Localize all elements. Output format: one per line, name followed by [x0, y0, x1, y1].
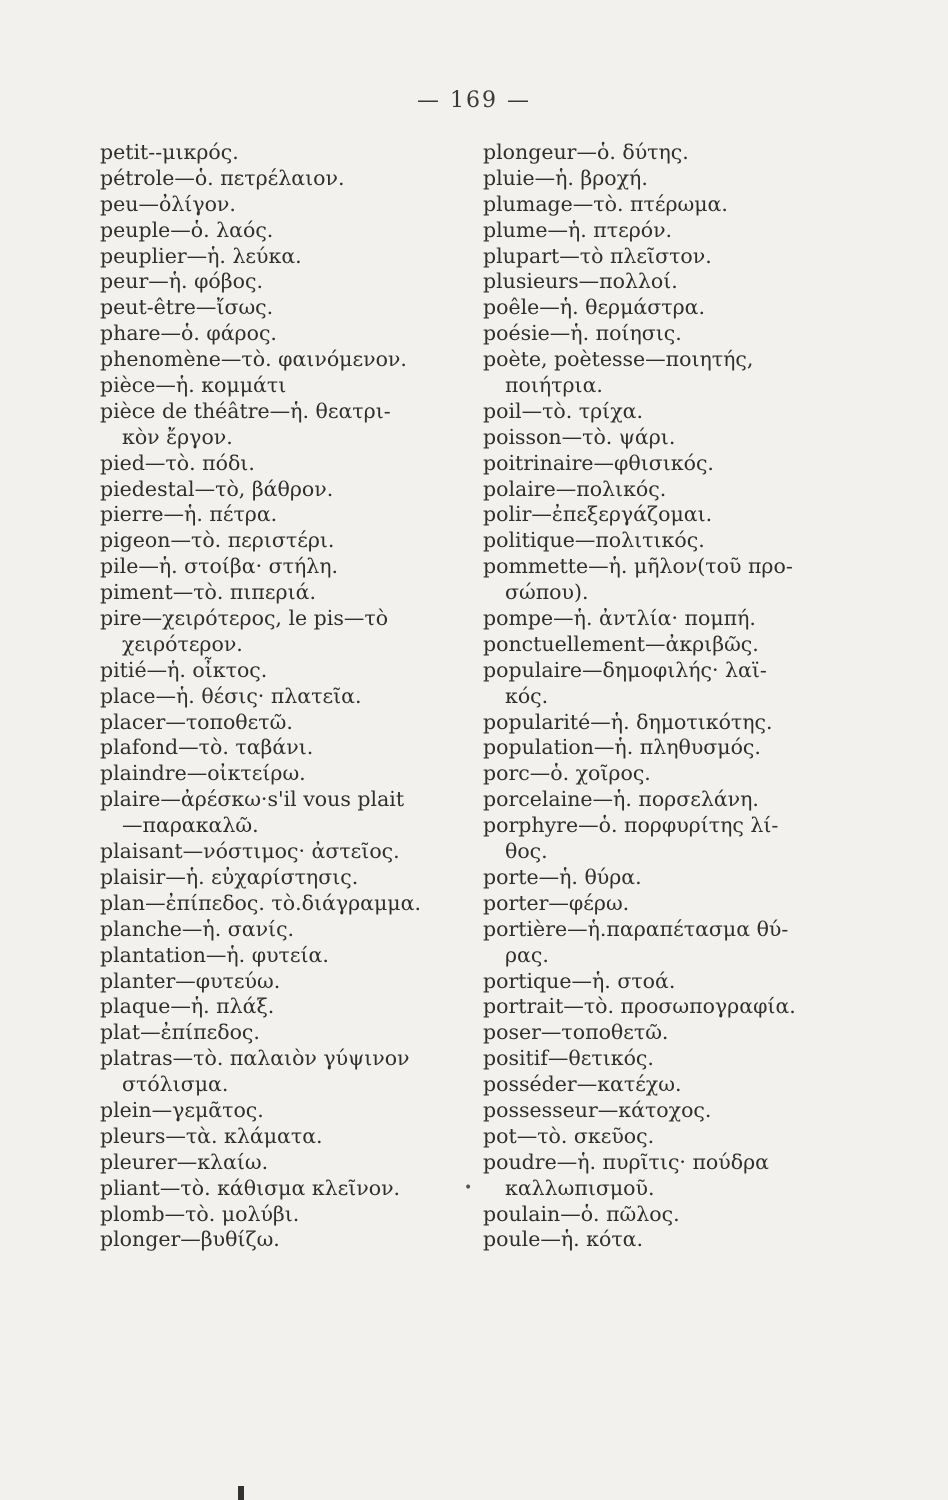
dictionary-entry-line: polir—ἐπεξεργάζομαι.	[483, 502, 713, 527]
dictionary-entry-line: porte—ἡ. θύρα.	[483, 864, 642, 889]
dictionary-entry-line: peut-être—ἴσως.	[100, 295, 274, 320]
dictionary-entry-line: phare—ὁ. φάρος.	[100, 321, 277, 346]
dictionary-entry-line: poésie—ἡ. ποίησις.	[483, 321, 682, 346]
dictionary-entry-line: plaindre—οἰκτείρω.	[100, 761, 306, 786]
dictionary-entry-line: portrait—τὸ. προσωπογραφία.	[483, 994, 796, 1019]
dictionary-entry-line: poule—ἡ. κότα.	[483, 1227, 644, 1252]
dictionary-entry-line: planter—φυτεύω.	[100, 968, 281, 993]
dictionary-entry-line: poudre—ἡ. πυρῖτις· πούδρα	[483, 1149, 769, 1174]
dictionary-entry-line: pluie—ἡ. βροχή.	[483, 165, 648, 190]
dictionary-entry-line: porphyre—ὁ. πορφυρίτης λί-	[483, 813, 779, 838]
dictionary-entry-line: pleurs—τὰ. κλάματα.	[100, 1123, 323, 1148]
dictionary-entry-line: κός.	[505, 683, 549, 708]
dictionary-entry-line: poète, poètesse—ποιητής,	[483, 347, 754, 372]
dictionary-entry-line: plantation—ἡ. φυτεία.	[100, 942, 329, 967]
dictionary-entry-line: petit--μικρός.	[100, 140, 239, 164]
dictionary-entry-line: porter—φέρω.	[483, 890, 630, 915]
dictionary-entry-line: plafond—τὸ. ταβάνι.	[100, 735, 314, 760]
dictionary-entry-line: phenomène—τὸ. φαινόμενον.	[100, 347, 407, 372]
dictionary-entry-line: plaque—ἡ. πλάξ.	[100, 994, 275, 1019]
dictionary-entry-line: porc—ὁ. χοῖρος.	[483, 761, 651, 786]
dictionary-entry-line: possesseur—κάτοχος.	[483, 1097, 712, 1122]
dictionary-entry-line: plaisir—ἡ. εὐχαρίστησις.	[100, 864, 359, 889]
dictionary-entry-line: pigeon—τὸ. περιστέρι.	[100, 528, 335, 553]
dictionary-entry-line: positif—θετικός.	[483, 1046, 654, 1071]
dictionary-entry-line: peu—ὀλίγον.	[100, 191, 236, 216]
dictionary-entry-line: poêle—ἡ. θερμάστρα.	[483, 295, 706, 320]
dictionary-entry-line: pot—τὸ. σκεῦος.	[483, 1123, 655, 1148]
dictionary-entry-line: plat—ἐπίπεδος.	[100, 1020, 260, 1045]
dictionary-entry-line: peur—ἡ. φόβος.	[100, 269, 263, 294]
dictionary-entry-line: portière—ἡ.παραπέτασμα θύ-	[483, 916, 789, 941]
dictionary-entry-line: στόλισμα.	[122, 1072, 229, 1097]
dictionary-entry-line: populaire—δημοφιλής· λαϊ-	[483, 657, 767, 682]
dictionary-entry-line: σώπου).	[505, 580, 589, 605]
dictionary-entry-line: κὸν ἔργον.	[122, 424, 233, 449]
dictionary-entry-line: poser—τοποθετῶ.	[483, 1020, 669, 1045]
dictionary-entry-line: piment—τὸ. πιπεριά.	[100, 580, 316, 605]
dictionary-entry-line: plupart—τὸ πλεῖστον.	[483, 243, 712, 268]
left-column	[100, 140, 430, 1253]
dictionary-entry-line: pompe—ἡ. ἀντλία· πομπή.	[483, 606, 756, 631]
dictionary-entry-line: pièce de théâtre—ἡ. θεατρι-	[100, 398, 391, 423]
dictionary-entry-line: peuplier—ἡ. λεύκα.	[100, 243, 302, 268]
dictionary-entry-line: plomb—τὸ. μολύβι.	[100, 1201, 300, 1226]
dictionary-entry-line: portique—ἡ. στοά.	[483, 968, 676, 993]
dictionary-entry-line: pétrole—ὁ. πετρέλαιον.	[100, 165, 345, 190]
dictionary-entry-line: pied—τὸ. πόδι.	[100, 450, 255, 475]
dictionary-entry-line: ponctuellement—ἀκριβῶς.	[483, 631, 759, 656]
dictionary-entry-line: plongeur—ὁ. δύτης.	[483, 140, 689, 164]
dictionary-entry-line: plan—ἐπίπεδος. τὸ.διάγραμμα.	[100, 890, 421, 915]
dictionary-entry-line: poil—τὸ. τρίχα.	[483, 398, 644, 423]
dictionary-entry-line: population—ἡ. πληθυσμός.	[483, 735, 761, 760]
dictionary-entry-line: pile—ἡ. στοίβα· στήλη.	[100, 554, 339, 579]
dictionary-entry-line: plusieurs—πολλοί.	[483, 269, 678, 294]
dictionary-entry-line: peuple—ὁ. λαός.	[100, 217, 274, 242]
dictionary-entry-line: pliant—τὸ. κάθισμα κλεῖνον.	[100, 1175, 401, 1200]
dictionary-entry-line: ρας.	[505, 942, 549, 967]
dictionary-entry-line: placer—τοποθετῶ.	[100, 709, 293, 734]
dictionary-entry-line: χειρότερον.	[122, 631, 243, 656]
bullet-mark: •	[464, 1180, 473, 1196]
dictionary-entry-line: plonger—βυθίζω.	[100, 1227, 280, 1252]
dictionary-entry-line: pire—χειρότερος, le pis—τὸ	[100, 606, 389, 631]
dictionary-entry-line: piedestal—τὸ, βάθρον.	[100, 476, 334, 501]
dictionary-entry-line: polaire—πολικός.	[483, 476, 667, 501]
dictionary-entry-line: place—ἡ. θέσις· πλατεῖα.	[100, 683, 362, 708]
dictionary-entry-line: poulain—ὁ. πῶλος.	[483, 1201, 680, 1226]
right-column	[483, 140, 823, 1253]
dictionary-entry-line: pitié—ἡ. οἶκτος.	[100, 657, 268, 682]
dictionary-entry-line: pièce—ἡ. κομμάτι	[100, 373, 287, 398]
dictionary-entry-line: pleurer—κλαίω.	[100, 1149, 269, 1174]
dictionary-entry-line: porcelaine—ἡ. πορσελάνη.	[483, 787, 759, 812]
dictionary-entry-line: ποιήτρια.	[505, 373, 603, 398]
dictionary-entry-line: plaisant—νόστιμος· ἀστεῖος.	[100, 839, 400, 864]
dictionary-entry-line: popularité—ἡ. δημοτικότης.	[483, 709, 773, 734]
dictionary-entry-line: plumage—τὸ. πτέρωμα.	[483, 191, 728, 216]
dictionary-entry-line: politique—πολιτικός.	[483, 528, 705, 553]
dictionary-entry-line: plaire—ἀρέσκω·s'il vous plait	[100, 787, 405, 812]
dictionary-entry-line: plume—ἡ. πτερόν.	[483, 217, 673, 242]
dictionary-entry-line: θος.	[505, 839, 548, 864]
dictionary-entry-line: poisson—τὸ. ψάρι.	[483, 424, 676, 449]
dictionary-entry-line: καλλωπισμοῦ.	[505, 1175, 655, 1200]
dictionary-entry-line: platras—τὸ. παλαιὸν γύψινον	[100, 1046, 410, 1071]
dictionary-entry-line: posséder—κατέχω.	[483, 1072, 682, 1097]
dictionary-entry-line: plein—γεμᾶτος.	[100, 1097, 264, 1122]
dictionary-entry-line: poitrinaire—φθισικός.	[483, 450, 714, 475]
dictionary-entry-line: —παρακαλῶ.	[122, 813, 259, 838]
dictionary-entry-line: pommette—ἡ. μῆλον(τοῦ προ-	[483, 554, 793, 579]
dictionary-entry-line: pierre—ἡ. πέτρα.	[100, 502, 278, 527]
dictionary-entry-line: planche—ἡ. σανίς.	[100, 916, 295, 941]
page-edge-mark	[238, 1486, 244, 1500]
page-number: — 169 —	[417, 88, 531, 113]
